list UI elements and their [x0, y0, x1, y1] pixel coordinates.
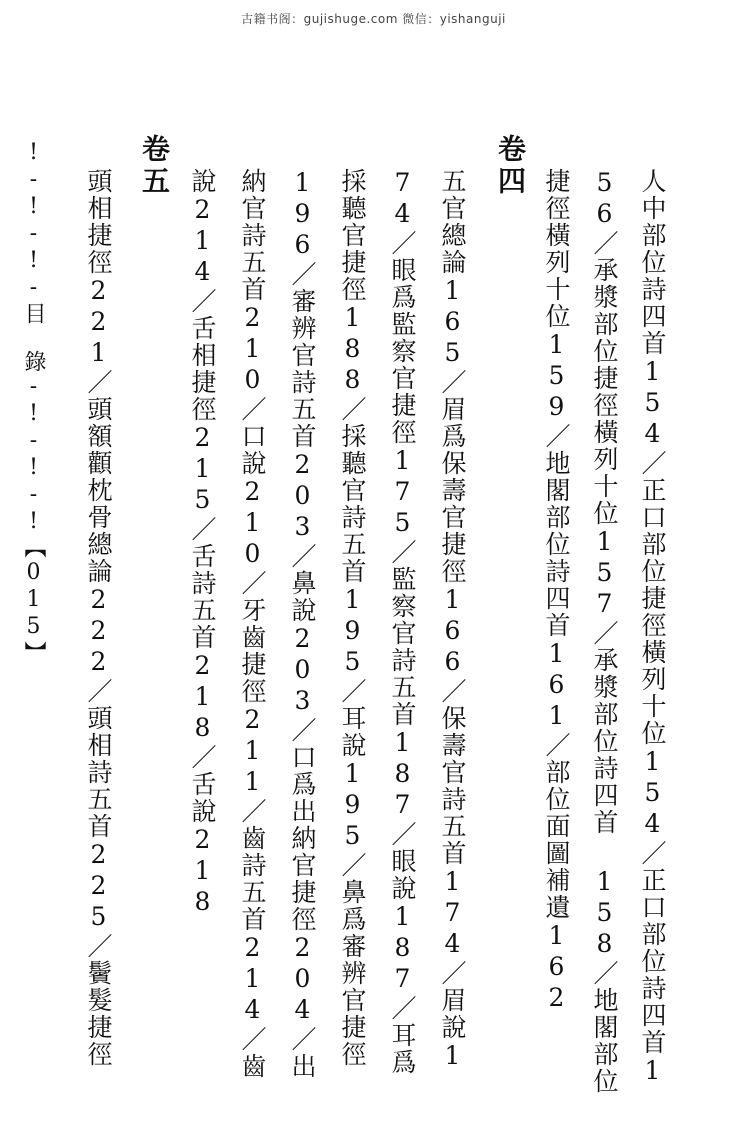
vol5-line-6: 說214／舌相捷徑215／舌詩五首218／舌說218: [188, 168, 217, 918]
vol5-line-2: 74／眼爲監察官捷徑175／監察官詩五首187／眼說187／耳爲: [388, 168, 417, 1076]
vol5-line-7: 頭相捷徑221／頭額顴枕骨總論222／頭相詩五首225／鬢髮捷徑: [84, 168, 113, 1068]
vol4-line-2: 56／承漿部位捷徑橫列十位157／承漿部位詩四首 158／地閣部位: [590, 168, 619, 1095]
vol4-heading: 卷四: [494, 134, 527, 198]
vol4-line-1: 人中部位詩四首154／正口部位捷徑橫列十位154／正口部位詩四首1: [638, 168, 667, 1087]
vol5-line-1: 五官總論165／眉爲保壽官捷徑166／保壽官詩五首174／眉說1: [438, 168, 467, 1072]
vol4-line-3: 捷徑橫列十位159／地閣部位詩四首161／部位面圖補遺162: [542, 168, 571, 1014]
vol5-heading: 卷五: [138, 134, 171, 198]
watermark-text: 古籍书阁：gujishuge.com 微信：yishanguji: [241, 12, 506, 26]
vol5-line-4: 196／審辨官詩五首203／鼻說203／口爲出納官捷徑204／出: [288, 168, 317, 1080]
vol5-line-5: 納官詩五首210／口說210／牙齒捷徑211／齒詩五首214／齒: [238, 168, 267, 1080]
vol5-line-3: 採聽官捷徑188／採聽官詩五首195／耳說195／鼻爲審辨官捷徑: [338, 168, 367, 1068]
page-footer: !-!-!-目 錄-!-!-!【015】: [21, 140, 46, 665]
